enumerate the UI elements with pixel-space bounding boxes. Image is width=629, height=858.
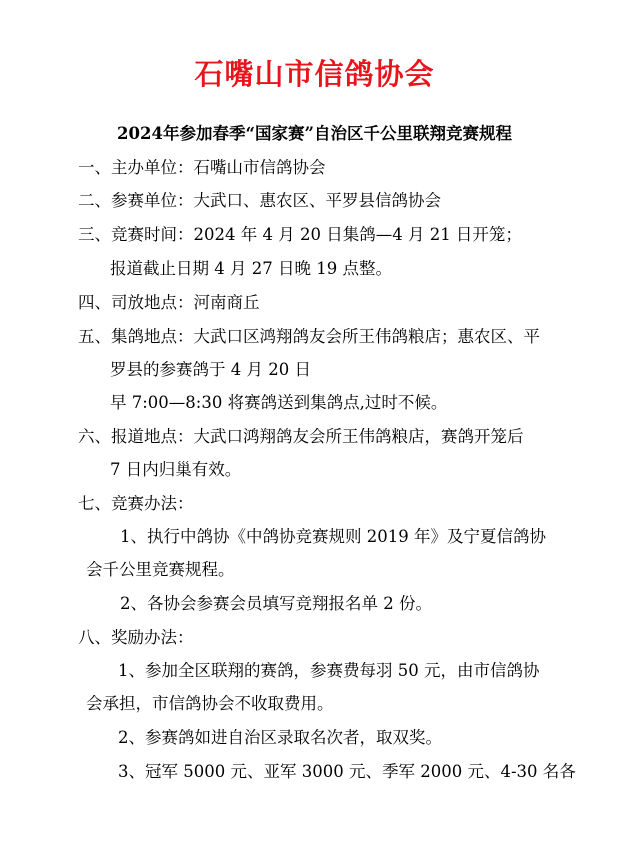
section-5-collection-cont: 罗县的参赛鸽于 4 月 20 日: [110, 360, 311, 379]
section-7-heading: 七、竞赛办法：: [78, 494, 194, 513]
section-6-report-site: 六、报道地点：大武口鸿翔鸽友会所王伟鸽粮店，赛鸽开笼后: [78, 427, 524, 446]
section-5-collection-time: 早 7:00—8:30 将赛鸽送到集鸽点,过时不候。: [110, 393, 448, 412]
section-8-item-2: 2、参赛鸽如进自治区录取名次者，取双奖。: [118, 728, 442, 747]
section-2-participants: 二、参赛单位：大武口、惠农区、平罗县信鸽协会: [78, 191, 441, 210]
section-6-report-cont: 7 日内归巢有效。: [110, 460, 242, 479]
section-3-time: 三、竞赛时间：2024 年 4 月 20 日集鸽—4 月 21 日开笼；: [78, 225, 522, 244]
section-8-heading: 八、奖励办法：: [78, 628, 194, 647]
section-5-collection: 五、集鸽地点：大武口区鸿翔鸽友会所王伟鸽粮店；惠农区、平: [78, 327, 540, 346]
section-8-item-1: 1、参加全区联翔的赛鸽，参赛费每羽 50 元，由市信鸽协: [118, 661, 540, 680]
section-7-item-1-cont: 会千公里竞赛规程。: [86, 560, 235, 579]
section-8-item-3: 3、冠军 5000 元、亚军 3000 元、季军 2000 元、4-30 名各: [118, 762, 576, 781]
section-7-item-1: 1、执行中鸽协《中鸽协竞赛规则 2019 年》及宁夏信鸽协: [120, 527, 546, 546]
organization-title: 石嘴山市信鸽协会: [194, 57, 435, 91]
section-3-deadline: 报道截止日期 4 月 27 日晚 19 点整。: [110, 259, 392, 278]
section-8-item-1-cont: 会承担，市信鸽协会不收取费用。: [86, 694, 334, 713]
section-7-item-2: 2、各协会参赛会员填写竞翔报名单 2 份。: [120, 594, 432, 613]
document-title: 2024年参加春季“国家赛”自治区千公里联翔竞赛规程: [117, 124, 512, 143]
section-4-release-site: 四、司放地点：河南商丘: [78, 293, 260, 312]
section-1-organizer: 一、主办单位：石嘴山市信鸽协会: [78, 158, 326, 177]
